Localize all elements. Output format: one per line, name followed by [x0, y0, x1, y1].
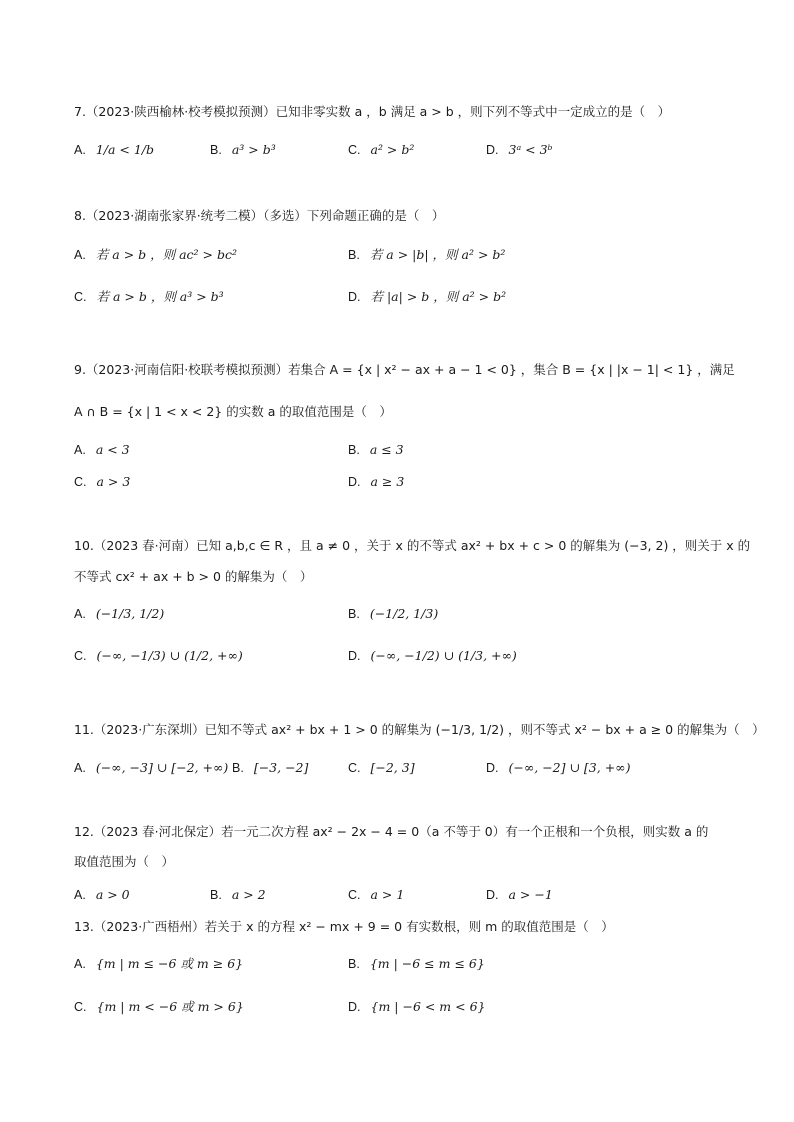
- option-text: {m | m < −6 或 m > 6}: [96, 999, 244, 1014]
- question-7-option-a[interactable]: [74, 140, 154, 160]
- option-text: (−1/3, 1/2): [95, 606, 165, 621]
- question-8-option-c[interactable]: [74, 287, 224, 307]
- option-letter: D.: [348, 475, 361, 489]
- option-letter: D.: [348, 1000, 361, 1014]
- question-8-stem: 8.（2023·湖南张家界·统考二模）（多选）下列命题正确的是（ ）: [74, 208, 445, 223]
- option-letter: D.: [348, 290, 361, 304]
- question-9-option-b[interactable]: [348, 440, 404, 460]
- option-text: (−∞, −1/3) ∪ (1/2, +∞): [96, 648, 243, 663]
- question-9-stem-line-2: A ∩ B = {x | 1 < x < 2} 的实数 a 的取值范围是（ ）: [74, 404, 392, 419]
- option-text: a > 1: [370, 887, 405, 902]
- option-letter: C.: [74, 649, 87, 663]
- option-letter: C.: [74, 290, 87, 304]
- question-11-stem: 11.（2023·广东深圳）已知不等式 ax² + bx + 1 > 0 的解集为 (−1/3, 1/2) ，则不等式 x² − bx + a ≥ 0 的解集为（ ）: [74, 722, 765, 737]
- option-text: a² > b²: [370, 142, 415, 157]
- question-12-stem-line-1: 12.（2023 春·河北保定）若一元二次方程 ax² − 2x − 4 = 0（a 不等于 0）有一个正根和一个负根，则实数 a 的: [74, 824, 709, 839]
- option-text: [−3, −2]: [253, 760, 309, 775]
- option-letter: B.: [348, 957, 360, 971]
- option-letter: C.: [348, 888, 361, 902]
- option-letter: B.: [348, 443, 360, 457]
- option-letter: B.: [348, 607, 360, 621]
- option-letter: C.: [348, 143, 361, 157]
- question-12-option-d[interactable]: [486, 885, 553, 905]
- question-11-option-d[interactable]: [486, 758, 630, 778]
- option-letter: B.: [232, 761, 244, 775]
- question-10-stem-line-2: 不等式 cx² + ax + b > 0 的解集为（ ）: [74, 569, 313, 584]
- option-text: a > 3: [96, 474, 131, 489]
- option-letter: A.: [74, 443, 86, 457]
- question-8-option-b[interactable]: [348, 245, 505, 265]
- question-9-option-a[interactable]: [74, 440, 130, 460]
- option-text: (−∞, −3] ∪ [−2, +∞): [95, 760, 229, 775]
- option-letter: D.: [486, 888, 499, 902]
- question-7-option-c[interactable]: [348, 140, 414, 160]
- option-text: a ≥ 3: [370, 474, 405, 489]
- option-text: 若 a > |b| ，则 a² > b²: [369, 247, 506, 262]
- question-10-option-c[interactable]: [74, 646, 243, 666]
- option-letter: D.: [486, 143, 499, 157]
- option-text: a ≤ 3: [369, 442, 404, 457]
- option-text: {m | −6 ≤ m ≤ 6}: [369, 956, 485, 971]
- question-10-option-a[interactable]: [74, 604, 164, 624]
- option-text: 若 a > b ，则 ac² > bc²: [95, 247, 238, 262]
- question-12-option-c[interactable]: [348, 885, 404, 905]
- question-11-option-a[interactable]: [74, 758, 228, 778]
- question-10-stem-line-1: 10.（2023 春·河南）已知 a,b,c ∈ R ，且 a ≠ 0 ，关于 x 的不等式 ax² + bx + c > 0 的解集为 (−3, 2) ，则关于 x 的: [74, 538, 751, 553]
- option-text: [−2, 3]: [370, 760, 415, 775]
- question-12-option-a[interactable]: [74, 885, 130, 905]
- question-7-option-d[interactable]: [486, 140, 553, 160]
- option-text: 若 |a| > b ，则 a² > b²: [370, 289, 507, 304]
- option-letter: A.: [74, 143, 86, 157]
- question-13-option-c[interactable]: [74, 997, 244, 1017]
- option-letter: D.: [486, 761, 499, 775]
- question-9-option-d[interactable]: [348, 472, 404, 492]
- option-text: a > 2: [231, 887, 266, 902]
- option-letter: C.: [74, 1000, 87, 1014]
- option-letter: A.: [74, 888, 86, 902]
- question-12-option-b[interactable]: [210, 885, 266, 905]
- option-text: a > −1: [508, 887, 553, 902]
- option-text: (−∞, −1/2) ∪ (1/3, +∞): [370, 648, 517, 663]
- option-letter: A.: [74, 761, 86, 775]
- option-text: a < 3: [95, 442, 130, 457]
- question-9-option-c[interactable]: [74, 472, 130, 492]
- option-text: {m | m ≤ −6 或 m ≥ 6}: [95, 956, 244, 971]
- question-9-stem-line-1: 9.（2023·河南信阳·校联考模拟预测）若集合 A = {x | x² − ax + a − 1 < 0} ，集合 B = {x | |x − 1| < 1} ，满足: [74, 362, 735, 377]
- option-letter: D.: [348, 649, 361, 663]
- option-letter: B.: [210, 888, 222, 902]
- question-8-option-d[interactable]: [348, 287, 506, 307]
- option-letter: A.: [74, 957, 86, 971]
- question-10-option-d[interactable]: [348, 646, 517, 666]
- question-12-stem-line-2: 取值范围为（ ）: [74, 854, 175, 869]
- question-13-stem: 13.（2023·广西梧州）若关于 x 的方程 x² − mx + 9 = 0 有实数根，则 m 的取值范围是（ ）: [74, 919, 614, 934]
- question-11-option-b[interactable]: [232, 758, 308, 778]
- option-letter: A.: [74, 248, 86, 262]
- question-13-option-d[interactable]: [348, 997, 486, 1017]
- option-text: {m | −6 < m < 6}: [370, 999, 486, 1014]
- option-text: (−1/2, 1/3): [369, 606, 439, 621]
- question-13-option-a[interactable]: [74, 954, 243, 974]
- question-8-option-a[interactable]: [74, 245, 237, 265]
- question-7-option-b[interactable]: [210, 140, 276, 160]
- option-text: 3ᵃ < 3ᵇ: [508, 142, 553, 157]
- option-text: (−∞, −2] ∪ [3, +∞): [508, 760, 631, 775]
- option-text: a³ > b³: [231, 142, 276, 157]
- question-13-option-b[interactable]: [348, 954, 485, 974]
- option-text: 若 a > b ，则 a³ > b³: [96, 289, 224, 304]
- question-11-option-c[interactable]: [348, 758, 415, 778]
- option-letter: B.: [348, 248, 360, 262]
- option-letter: C.: [74, 475, 87, 489]
- option-letter: C.: [348, 761, 361, 775]
- option-text: 1/a < 1/b: [95, 142, 155, 157]
- option-text: a > 0: [95, 887, 130, 902]
- question-10-option-b[interactable]: [348, 604, 438, 624]
- option-letter: B.: [210, 143, 222, 157]
- question-7-stem: 7.（2023·陕西榆林·校考模拟预测）已知非零实数 a ，b 满足 a > b ，则下列不等式中一定成立的是（ ）: [74, 104, 671, 119]
- option-letter: A.: [74, 607, 86, 621]
